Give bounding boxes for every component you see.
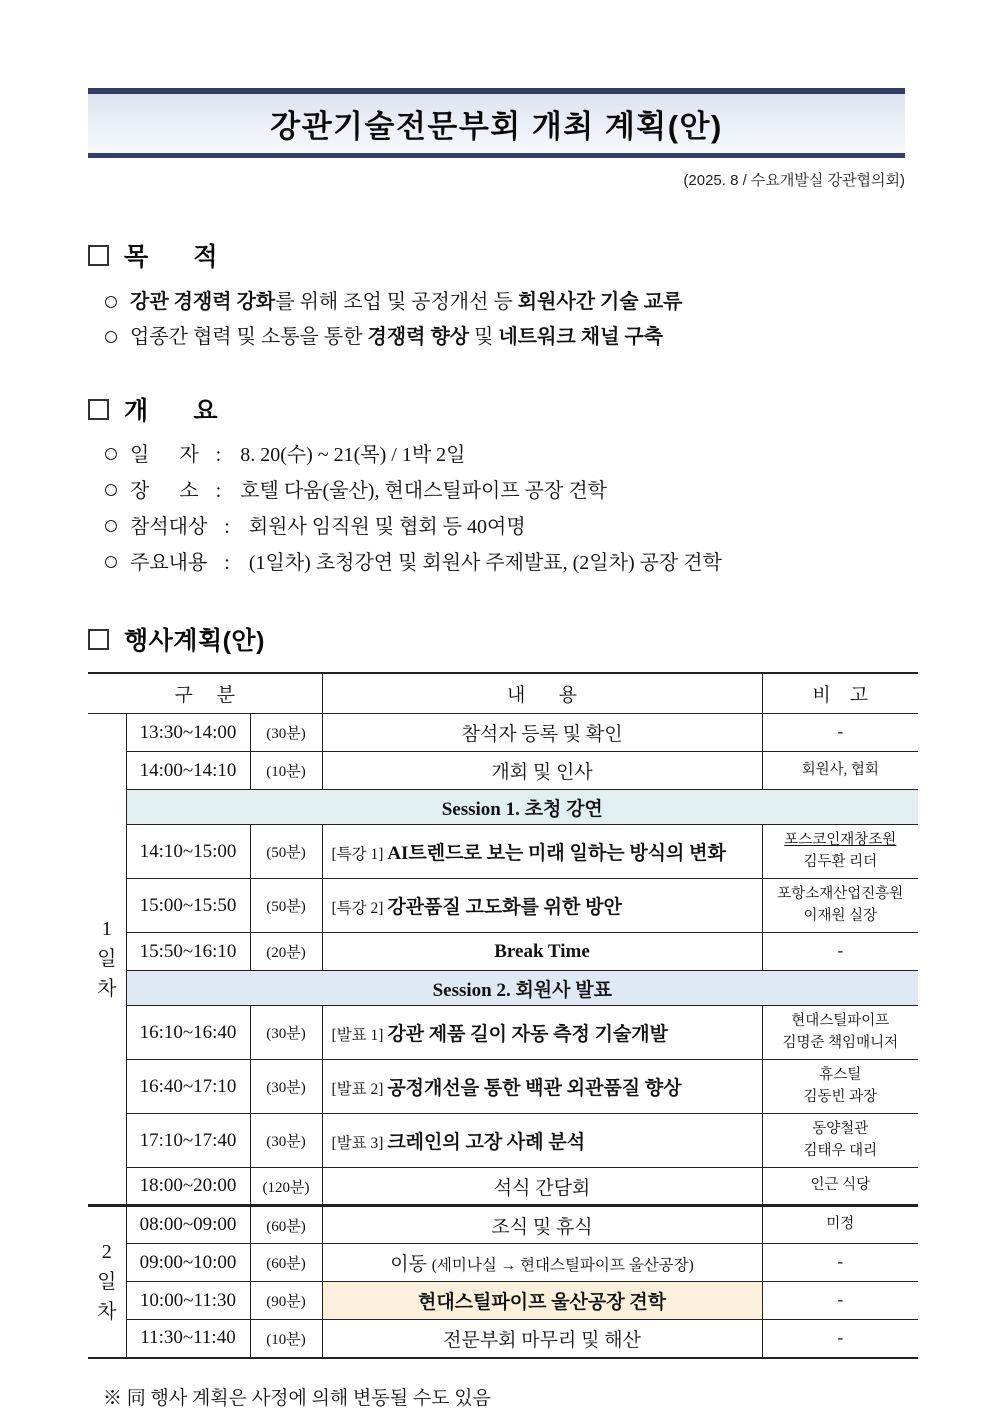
content-cell: [322, 1244, 762, 1282]
content-cell: [322, 1282, 762, 1320]
section-heading-schedule: [88, 621, 905, 657]
overview-item: [105, 437, 905, 473]
table-row: [88, 1006, 918, 1060]
remark-line: 이재원 실장: [803, 907, 878, 924]
title-banner: [88, 88, 905, 158]
content-segment: (세미나실 → 현대스틸파이프 울산공장): [431, 1257, 694, 1274]
remark-line: 휴스틸: [819, 1066, 862, 1083]
purpose-bullet-text: [130, 320, 663, 355]
duration-cell: (50분): [250, 879, 322, 933]
content-cell: [322, 1206, 762, 1244]
table-row: [88, 1282, 918, 1320]
remark-line: 포스코인재창조원: [784, 831, 897, 848]
purpose-bullet-list: [88, 285, 905, 355]
table-row: [88, 1320, 918, 1358]
remark-line: -: [837, 941, 844, 961]
day-label-char: 1: [101, 918, 112, 940]
duration-cell: (10분): [250, 1320, 322, 1358]
remark-line: -: [837, 1290, 844, 1310]
remark-cell: [762, 1114, 918, 1168]
table-row: [88, 825, 918, 879]
section-title-purpose: 목 적: [124, 243, 218, 271]
text-segment: 를 위해 조업 및 공정개선 등: [275, 291, 518, 313]
time-cell: 18:00~20:00: [126, 1168, 250, 1206]
time-cell: 16:40~17:10: [126, 1060, 250, 1114]
table-row: [88, 933, 918, 971]
overview-item-label: 장 소: [130, 480, 199, 502]
remark-line: 김태우 대리: [803, 1142, 878, 1159]
content-cell: [322, 879, 762, 933]
text-segment: 경쟁력 향상: [367, 326, 470, 348]
content-cell: [322, 1006, 762, 1060]
content-segment: 전문부회 마무리 및 해산: [443, 1329, 641, 1351]
remark-cell: [762, 1244, 918, 1282]
content-segment: 공정개선을 통한 백관 외관품질 향상: [387, 1078, 682, 1099]
overview-item-label: 일 자: [130, 444, 199, 466]
overview-item-colon: :: [215, 480, 222, 502]
text-segment: 네트워크 채널 구축: [498, 326, 664, 348]
duration-cell: (10분): [250, 752, 322, 790]
purpose-bullet: [105, 285, 905, 320]
time-cell: 14:00~14:10: [126, 752, 250, 790]
remark-line: 동양철관: [812, 1120, 869, 1137]
remark-line: 김동빈 과장: [803, 1088, 878, 1105]
content-segment: 강관품질 고도화를 위한 방안: [387, 897, 622, 918]
overview-item-label: 참석대상: [130, 516, 208, 538]
overview-item-value: 8. 20(수) ~ 21(목) / 1박 2일: [240, 444, 466, 466]
section-title-overview: 개 요: [124, 397, 218, 425]
content-segment: 강관 제품 길이 자동 측정 기술개발: [387, 1024, 669, 1045]
duration-cell: (60분): [250, 1206, 322, 1244]
duration-cell: (30분): [250, 1006, 322, 1060]
remark-cell: [762, 825, 918, 879]
section-marker-icon: [88, 245, 109, 266]
remark-cell: [762, 933, 918, 971]
remark-cell: [762, 1060, 918, 1114]
remark-line: 김두환 리더: [803, 853, 878, 870]
bullet-marker-icon: [105, 556, 117, 568]
overview-item-colon: :: [215, 444, 222, 466]
bullet-marker-icon: [105, 448, 117, 460]
content-segment: 현대스틸파이프 울산공장 견학: [417, 1292, 667, 1313]
content-segment: 크레인의 고장 사례 분석: [387, 1132, 586, 1153]
remark-cell: [762, 879, 918, 933]
content-segment: [특강 2]: [331, 900, 388, 917]
section-marker-icon: [88, 629, 109, 650]
duration-cell: (30분): [250, 1060, 322, 1114]
table-row: [88, 714, 918, 752]
time-cell: 14:10~15:00: [126, 825, 250, 879]
doc-date-line: (2025. 8 / 수요개발실 강관협의회): [683, 172, 905, 189]
day-label-char: 차: [97, 1300, 117, 1323]
remark-cell: [762, 1206, 918, 1244]
footnote: ※ 同 행사 계획은 사정에 의해 변동될 수도 있음: [103, 1387, 492, 1409]
day-label-cell: [88, 714, 126, 1206]
bullet-marker-icon: [105, 296, 117, 308]
content-segment: AI트렌드로 보는 미래 일하는 방식의 변화: [387, 843, 726, 864]
overview-item: [105, 473, 905, 509]
time-cell: 15:50~16:10: [126, 933, 250, 971]
duration-cell: (60분): [250, 1244, 322, 1282]
time-cell: 16:10~16:40: [126, 1006, 250, 1060]
section-heading-overview: [88, 391, 905, 427]
table-row: [88, 1114, 918, 1168]
content-segment: [발표 3]: [331, 1135, 388, 1152]
remark-line: 회원사, 협회: [801, 761, 879, 778]
text-segment: 강관 경쟁력 강화: [130, 291, 276, 313]
text-segment: 업종간 협력 및 소통을 통한: [130, 326, 368, 348]
remark-cell: [762, 1282, 918, 1320]
purpose-bullet-text: [130, 285, 682, 320]
overview-list: [88, 437, 905, 581]
remark-cell: [762, 1320, 918, 1358]
table-row: [88, 752, 918, 790]
schedule-header-row: [88, 673, 918, 714]
text-segment: 회원사간 기술 교류: [517, 291, 683, 313]
remark-cell: [762, 1168, 918, 1206]
content-segment: Break Time: [494, 940, 590, 962]
table-row: [88, 1244, 918, 1282]
remark-line: 현대스틸파이프: [791, 1012, 890, 1029]
remark-line: -: [837, 722, 844, 742]
session-band-row: [88, 790, 918, 825]
overview-item: [105, 509, 905, 545]
content-segment: [발표 2]: [331, 1081, 388, 1098]
content-segment: [특강 1]: [331, 846, 388, 863]
duration-cell: (30분): [250, 1114, 322, 1168]
duration-cell: (90분): [250, 1282, 322, 1320]
table-row: [88, 1168, 918, 1206]
header-content: 내 용: [322, 673, 762, 714]
remark-line: 인근 식당: [810, 1177, 871, 1194]
time-cell: 11:30~11:40: [126, 1320, 250, 1358]
remark-line: -: [837, 1252, 844, 1272]
content-cell: [322, 714, 762, 752]
table-row: [88, 1060, 918, 1114]
time-cell: 10:00~11:30: [126, 1282, 250, 1320]
bullet-marker-icon: [105, 484, 117, 496]
content-segment: [발표 1]: [331, 1027, 388, 1044]
content-segment: 개회 및 인사: [491, 762, 593, 783]
page-title: 강관기술전문부회 개최 계획(안): [270, 109, 723, 144]
overview-item-colon: :: [224, 552, 230, 574]
content-segment: 참석자 등록 및 확인: [461, 724, 623, 745]
overview-item-value: 회원사 임직원 및 협회 등 40여명: [248, 516, 526, 538]
time-cell: 08:00~09:00: [126, 1206, 250, 1244]
day-label-char: 차: [97, 978, 117, 1000]
overview-item: [105, 545, 905, 581]
overview-item-label: 주요내용: [130, 552, 208, 574]
overview-item-colon: :: [224, 516, 230, 538]
remark-cell: [762, 1006, 918, 1060]
remark-line: 포항소재산업진흥원: [777, 885, 904, 902]
header-category: 구 분: [88, 673, 322, 714]
time-cell: 13:30~14:00: [126, 714, 250, 752]
session-band-row: [88, 971, 918, 1006]
content-cell: [322, 752, 762, 790]
table-row: [88, 1206, 918, 1244]
content-cell: [322, 825, 762, 879]
remark-line: -: [837, 1327, 844, 1347]
remark-cell: [762, 752, 918, 790]
day-label-char: 일: [97, 1270, 117, 1293]
day-label-cell: [88, 1206, 126, 1358]
session-label-cell: Session 2. 회원사 발표: [126, 971, 918, 1006]
remark-line: 미정: [826, 1216, 855, 1233]
table-row: [88, 879, 918, 933]
content-cell: [322, 1060, 762, 1114]
duration-cell: (30분): [250, 714, 322, 752]
purpose-bullet: [105, 320, 905, 355]
section-marker-icon: [88, 399, 109, 420]
duration-cell: (120분): [250, 1168, 322, 1206]
content-segment: 조식 및 휴식: [491, 1216, 593, 1238]
section-title-schedule: 행사계획(안): [124, 627, 265, 655]
overview-item-value: (1일차) 초청강연 및 회원사 주제발표, (2일차) 공장 견학: [248, 552, 722, 574]
time-cell: 15:00~15:50: [126, 879, 250, 933]
text-segment: 및: [469, 326, 499, 348]
header-remark: 비 고: [762, 673, 918, 714]
overview-item-value: 호텔 다움(울산), 현대스틸파이프 공장 견학: [240, 480, 607, 502]
schedule-table-body: [88, 714, 918, 1358]
schedule-table: [88, 672, 918, 1359]
duration-cell: (50분): [250, 825, 322, 879]
section-heading-purpose: [88, 237, 905, 273]
time-cell: 09:00~10:00: [126, 1244, 250, 1282]
content-cell: [322, 1114, 762, 1168]
bullet-marker-icon: [105, 520, 117, 532]
session-label-cell: Session 1. 초청 강연: [126, 790, 918, 825]
content-cell: [322, 1168, 762, 1206]
content-segment: 이동: [390, 1254, 432, 1275]
content-segment: 석식 간담회: [493, 1177, 591, 1199]
time-cell: 17:10~17:40: [126, 1114, 250, 1168]
content-cell: [322, 933, 762, 971]
remark-line: 김명준 책임매니저: [782, 1034, 899, 1051]
content-cell: [322, 1320, 762, 1358]
day-label-char: 일: [97, 948, 117, 970]
day-label-char: 2: [101, 1240, 112, 1263]
remark-cell: [762, 714, 918, 752]
bullet-marker-icon: [105, 331, 117, 343]
duration-cell: (20분): [250, 933, 322, 971]
